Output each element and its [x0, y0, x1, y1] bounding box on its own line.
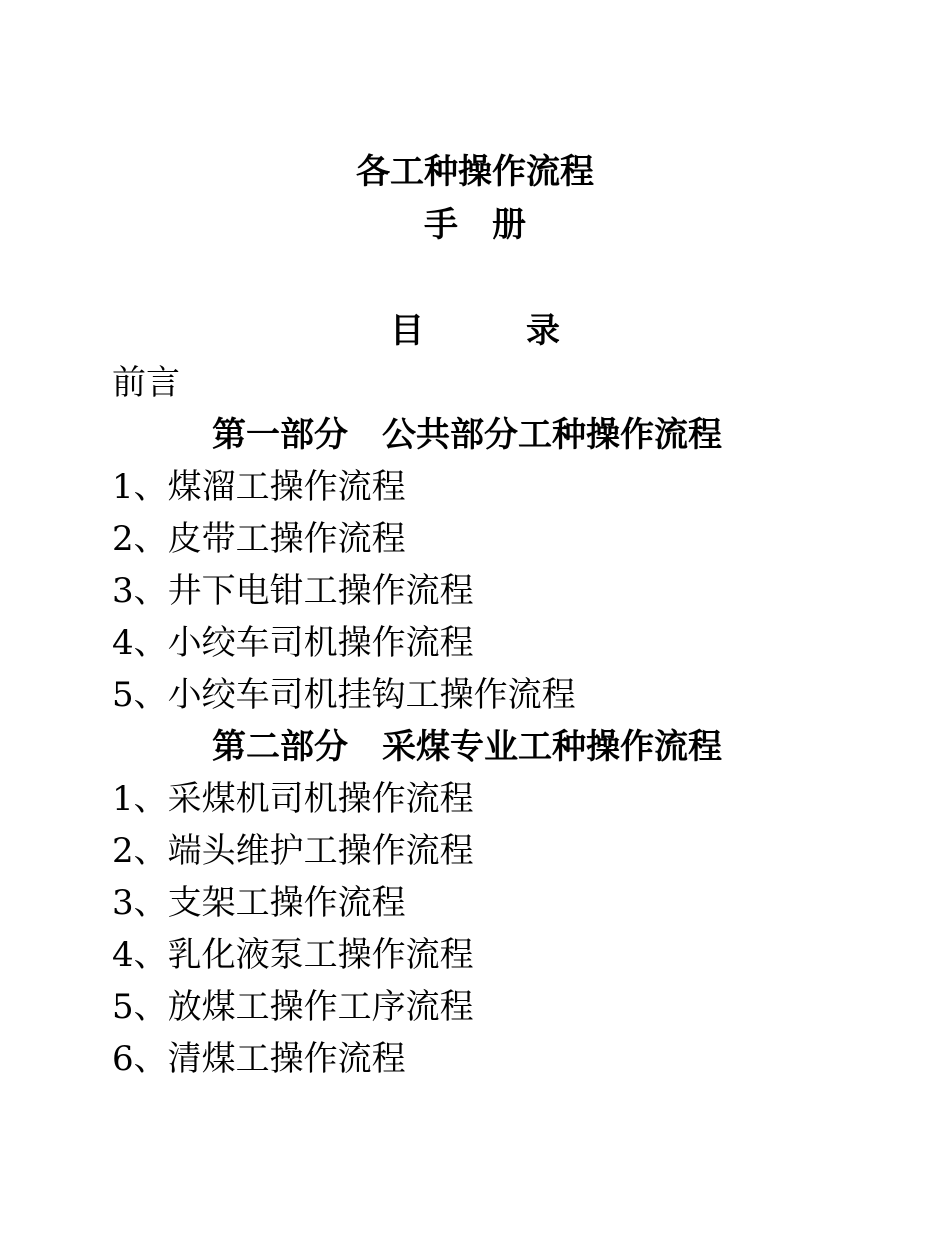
toc-item: 2、端头维护工操作流程 [112, 831, 474, 871]
document-subtitle: 手 册 [424, 205, 526, 245]
toc-item: 6、清煤工操作流程 [112, 1039, 406, 1079]
section-heading-part1: 第一部分 公共部分工种操作流程 [212, 415, 722, 455]
document-title: 各工种操作流程 [356, 152, 594, 192]
toc-item: 4、乳化液泵工操作流程 [112, 935, 474, 975]
toc-item: 5、放煤工操作工序流程 [112, 987, 474, 1027]
toc-item: 1、煤溜工操作流程 [112, 467, 406, 507]
section-heading-part2: 第二部分 采煤专业工种操作流程 [212, 727, 722, 767]
toc-item: 3、支架工操作流程 [112, 883, 406, 923]
toc-item-preface: 前言 [112, 363, 180, 403]
toc-heading: 目 录 [390, 311, 560, 351]
toc-item: 5、小绞车司机挂钩工操作流程 [112, 675, 576, 715]
toc-item: 4、小绞车司机操作流程 [112, 623, 474, 663]
toc-item: 1、采煤机司机操作流程 [112, 779, 474, 819]
toc-item: 3、井下电钳工操作流程 [112, 571, 474, 611]
toc-item: 2、皮带工操作流程 [112, 519, 406, 559]
